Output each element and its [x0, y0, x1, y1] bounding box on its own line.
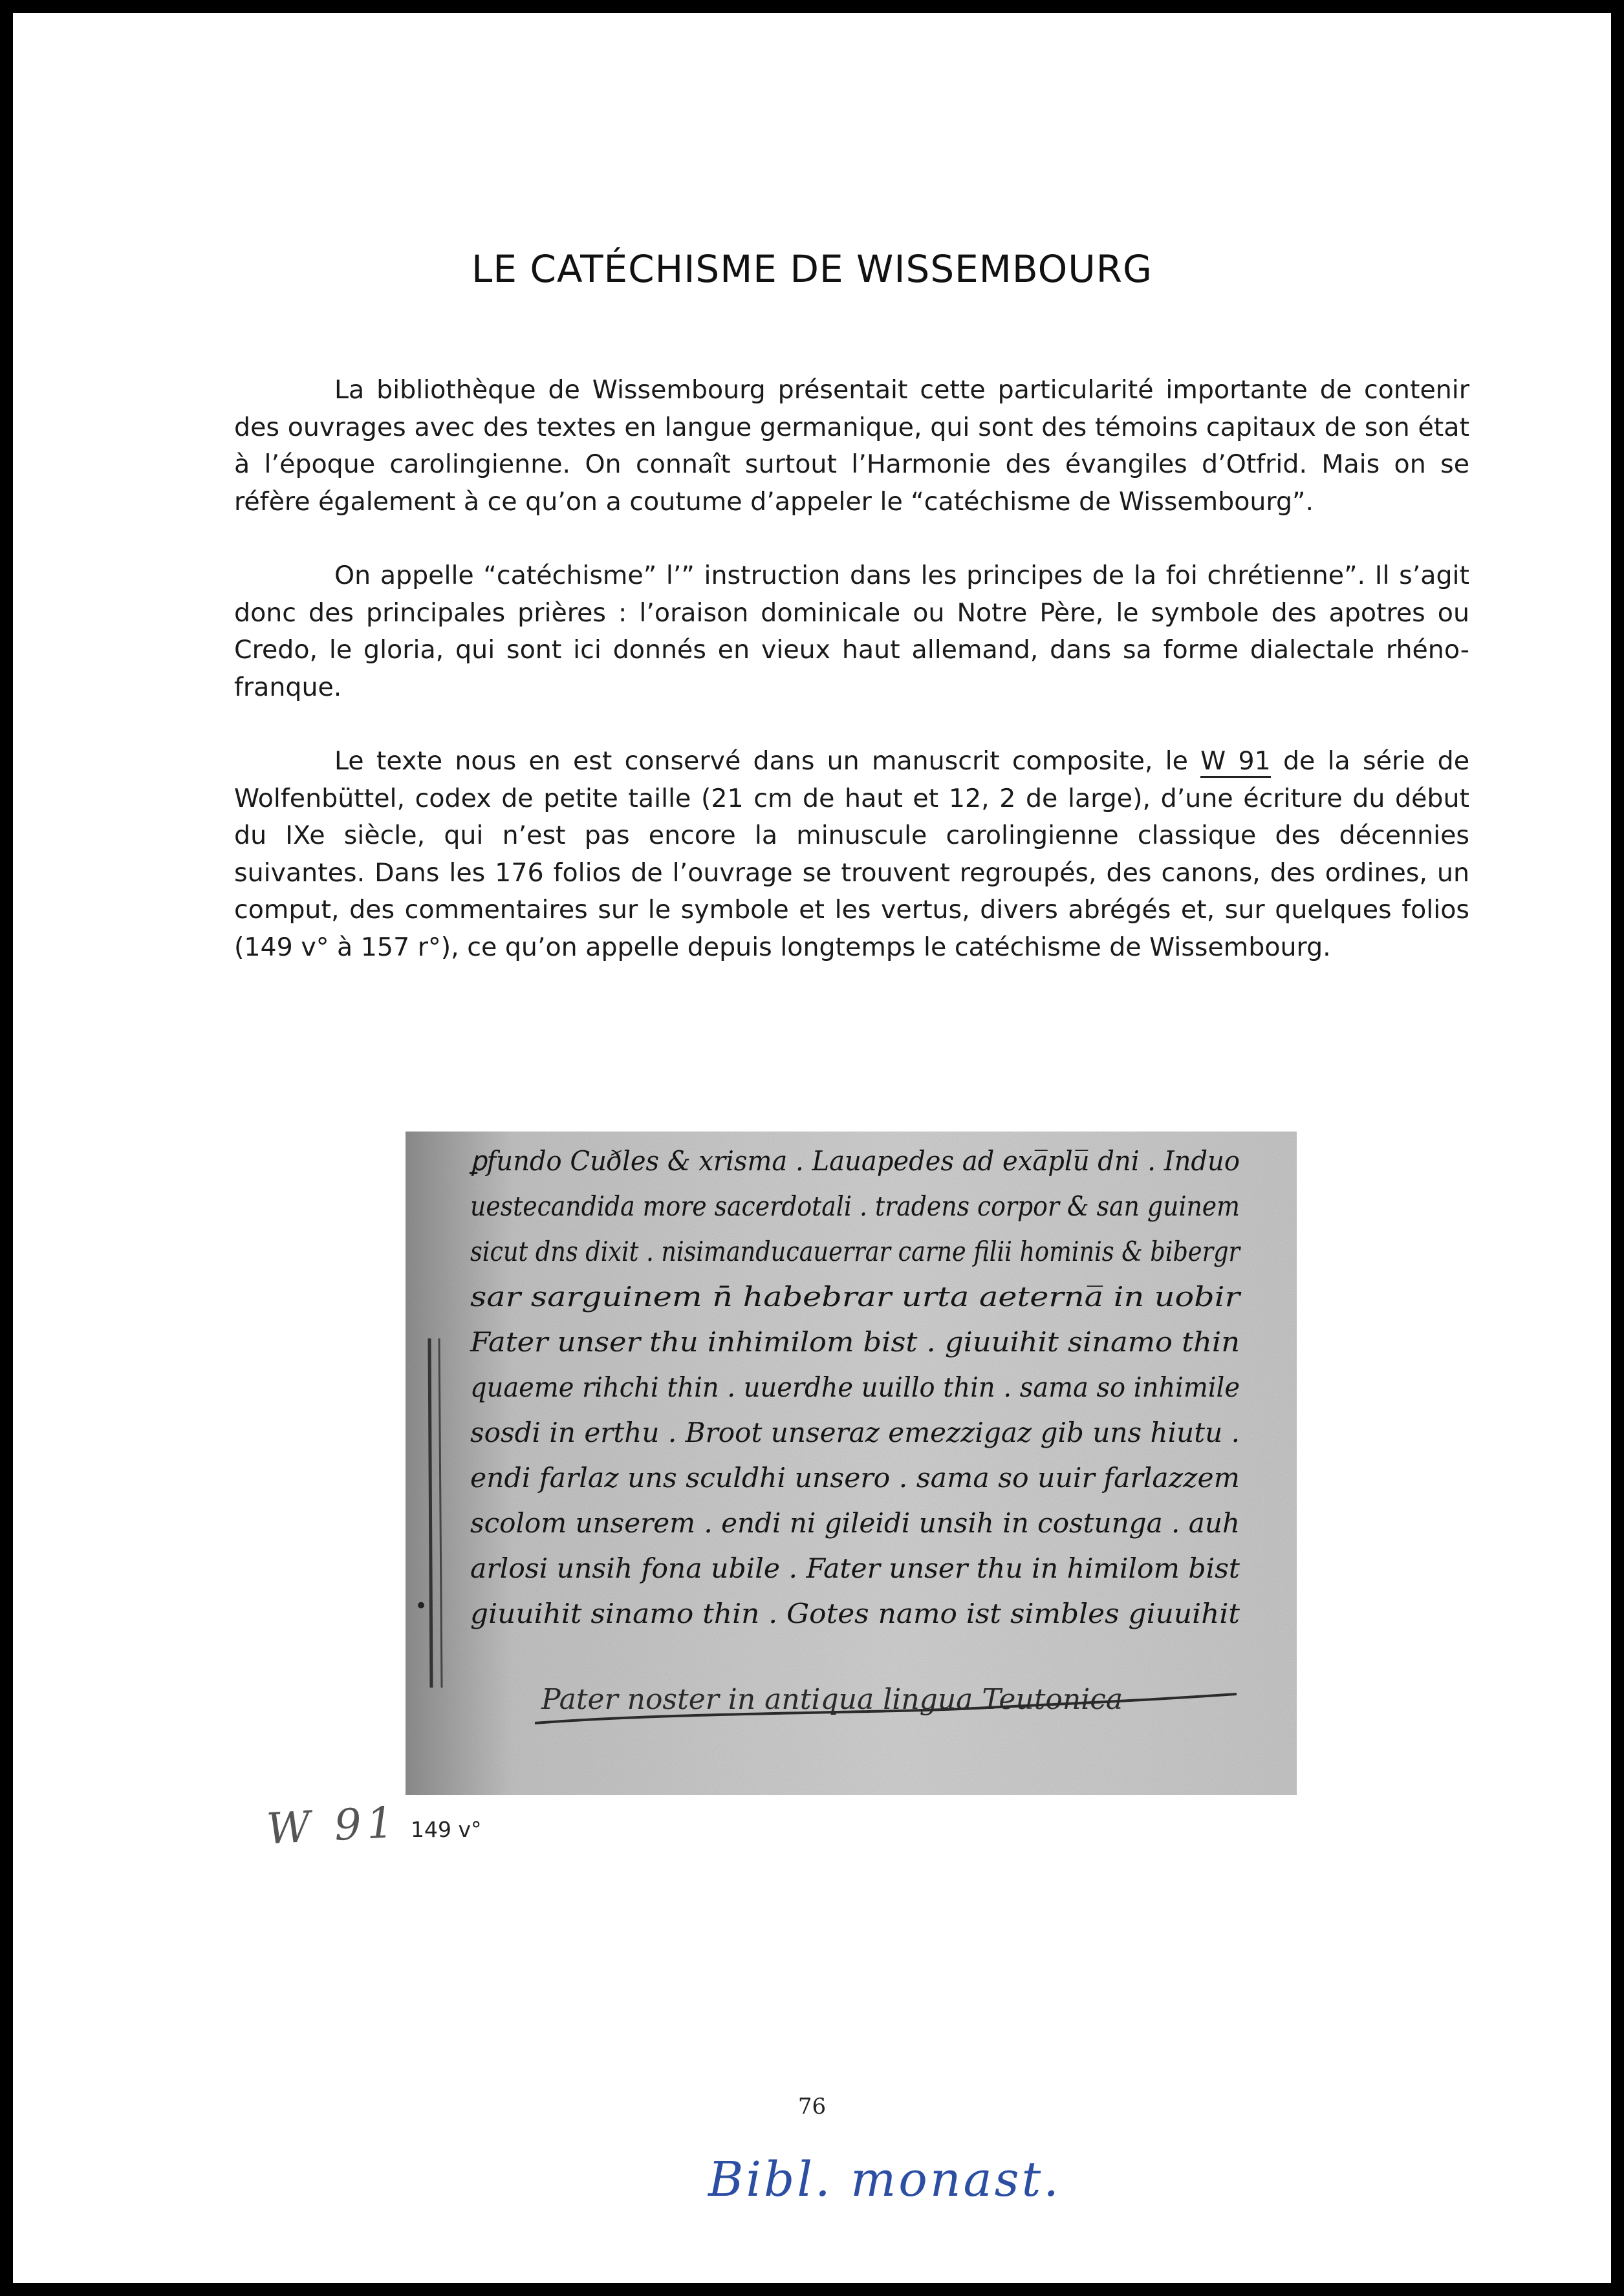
page-title: LE CATÉCHISME DE WISSEMBOURG	[471, 247, 1153, 291]
manuscript-line: ꝑfundo Cuðles & xrisma . Lauapedes ad exa̅plu̅ dni . Induo	[469, 1145, 1240, 1177]
paragraph-1: La bibliothèque de Wissembourg présentait cette particularité importante de contenir des ouvrages avec des textes en langue germanique, qui sont des témoins capitaux de son état à l’époque carolingienne. On connaît surtout l’Harmonie des évangiles d’Otfrid. Mais on se réfère également à ce qu’on a coutume d’appeler le “catéchisme de Wissembourg”.	[234, 375, 1469, 517]
handwritten-margin-note: W 91	[265, 1797, 400, 1854]
paragraph-3	[234, 743, 1469, 966]
manuscript-page-svg	[406, 1132, 1297, 1795]
manuscript-line: endi farlaz uns sculdhi unsero . sama so uuir farlazzem	[470, 1462, 1240, 1494]
manuscript-line: uestecandida more sacerdotali . tradens corpor & san guinem	[470, 1190, 1240, 1222]
manuscript-line: Fater unser thu inhimilom bist . giuuihit sinamo thin	[469, 1326, 1240, 1358]
handwritten-bottom-note: Bibl. monast.	[708, 2152, 1061, 2207]
manuscript-line: scolom unserem . endi ni gileidi unsih in costunga . auh	[470, 1507, 1240, 1539]
paragraph-2: On appelle “catéchisme” l’” instruction dans les principes de la foi chrétienne”. Il s’agit donc des principales prières : l’oraison dominicale ou Notre Père, le symbole des apotres ou Credo, le gloria, qui sont ici donnés en vieux haut allemand, dans sa forme dialectale rhéno-franque.	[234, 561, 1469, 702]
manuscript-image	[406, 1132, 1297, 1795]
page-number: 76	[797, 2094, 827, 2119]
manuscript-annotation: Pater noster in antiqua lingua Teutonica	[541, 1683, 1123, 1716]
manuscript-line: sosdi in erthu . Broot unseraz emezzigaz gib uns hiutu .	[470, 1417, 1240, 1448]
manuscript-line: giuuihit sinamo thin . Gotes namo ist simbles giuuihit	[470, 1598, 1240, 1629]
underlined-manuscript-ref: W 91	[1200, 746, 1271, 778]
manuscript-line: quaeme rihchi thin . uuerdhe uuillo thin . sama so inhimile	[470, 1371, 1240, 1403]
figure-caption: 149 v°	[411, 1817, 482, 1842]
body-text	[234, 372, 1469, 1003]
paragraph-3-end: de la série de Wolfenbüttel, codex de petite taille (21 cm de haut et 12, 2 de large), d’une écriture du début du IXe siècle, qui n’est pas encore la minuscule carolingienne classique des décennies suivantes. Dans les 176 folios de l’ouvrage se trouvent regroupés, des canons, des ordines, un comput, des commentaires sur le symbole et les vertus, divers abrégés et, sur quelques folios (149 v° à 157 r°), ce qu’on appelle depuis longtemps le catéchisme de Wissembourg.	[234, 746, 1469, 962]
manuscript-line: sar sarguinem n̄ habebrar urta aeterna̅ in uobir	[470, 1281, 1242, 1313]
svg-text:•: •	[415, 1593, 428, 1619]
paragraph-3-start: Le texte nous en est conservé dans un manuscrit composite, le	[334, 746, 1201, 776]
manuscript-line: arlosi unsih fona ubile . Fater unser thu in himilom bist	[470, 1552, 1240, 1584]
document-page	[13, 13, 1611, 2283]
manuscript-line: sicut dns dixit . nisimanducauerrar carne filii hominis & bibergr	[470, 1236, 1242, 1267]
